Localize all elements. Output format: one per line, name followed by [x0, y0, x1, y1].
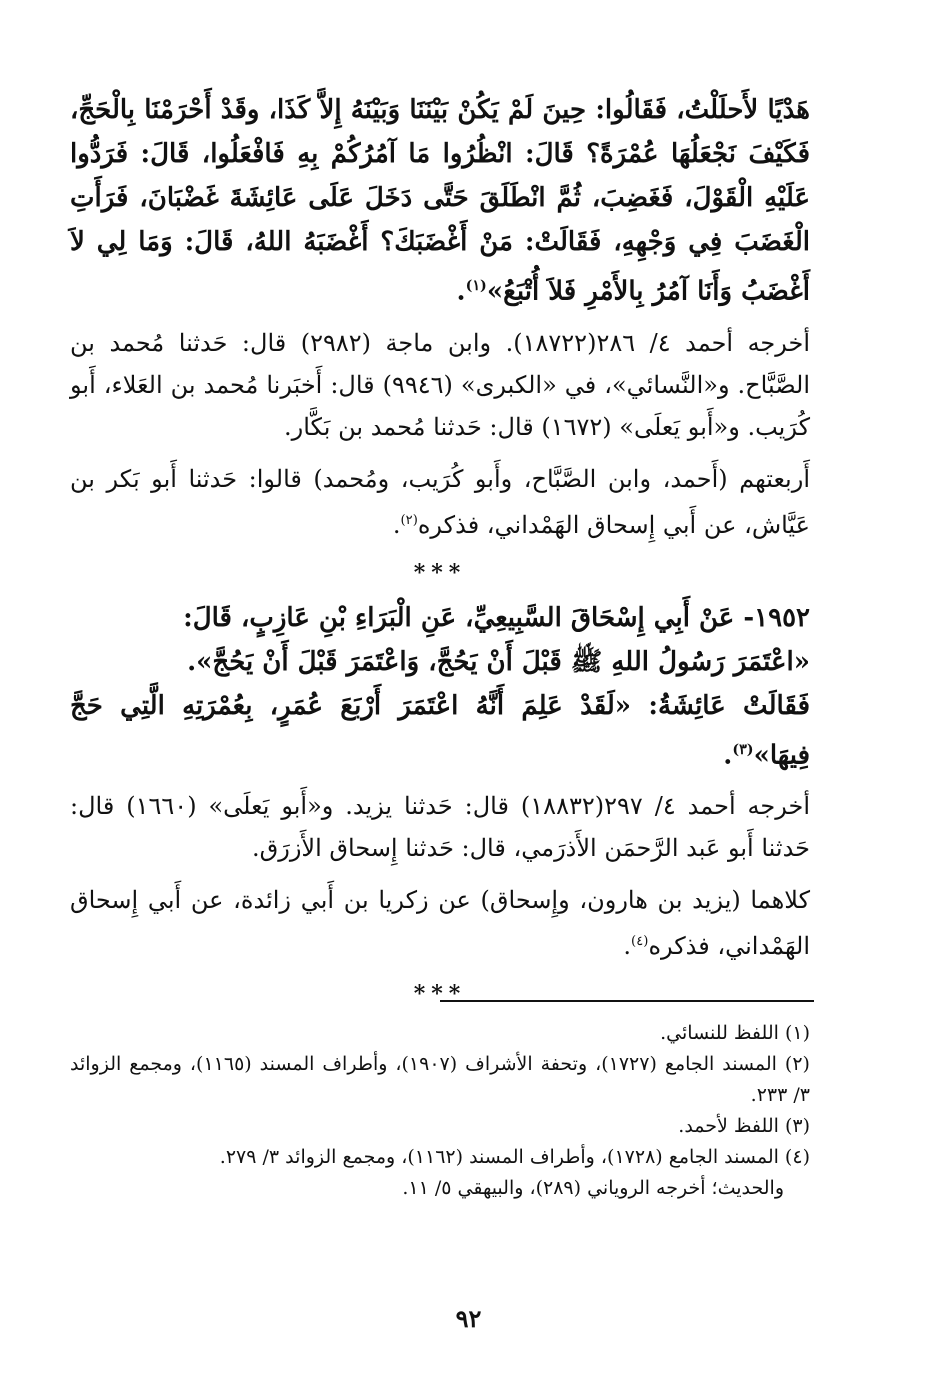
section-separator: ***	[413, 559, 467, 586]
hadith-text: هَدْيًا لأَحلَلْتُ، فَقَالُوا: حِينَ لَمْ يَكُنْ بَيْنَنَا وَبَيْنَهُ إِلاَّ كَذَا، وقَدْ أَحْرَمْنَا بِالْحَجِّ، فَكَيْفَ نَجْعَلُهَا عُمْرَةً؟ قَالَ: انْظُرُوا مَا آمُرُكُمْ بِهِ فَافْعَلُوا، قَالَ: فَرَدُّوا عَلَيْهِ الْقَوْلَ، فَغَضِبَ، ثُمَّ انْطَلَقَ حَتَّى دَخَلَ عَلَى عَائِشَةَ غَضْبَانَ، فَرَأَتِ الْغَضَبَ فِي وَجْهِهِ، فَقَالَتْ: مَنْ أَغْضَبَكَ؟ أَغْضَبَهُ اللهُ، قَالَ: وَمَا لِي لاَ أَغْضَبُ وَأَنَا آمُرُ بِالأَمْرِ فَلاَ أُتْبَعُ»	[70, 95, 810, 307]
hadith-1952	[70, 596, 810, 778]
takhrij-paragraph: كلاهما (يزيد بن هارون، وإِسحاق) عن زكريا بن أَبي زائدة، عن أَبي إِسحاق الهَمْداني، فذكره$^{(٤)}$.	[70, 886, 810, 961]
takhrij-paragraph: أخرجه أحمد ٤/ ٢٨٦(١٨٧٢٢). وابن ماجة (٢٩٨٢) قال: حَدثنا مُحمد بن الصَّبَّاح. و«النَّسائي»، في «الكبرى» (٩٩٤٦) قال: أَخبَرنا مُحمد بن العَلاء، أَبو كُرَيب. و«أَبو يَعلَى» (١٦٧٢) قال: حَدثنا مُحمد بن بَكَّار.	[70, 328, 811, 441]
footnote-marker[interactable]: (٣)	[732, 741, 754, 758]
hadith-isnad: ١٩٥٢- عَنْ أَبِي إِسْحَاقَ السَّبِيعِيِّ، عَنِ الْبَرَاءِ بْنِ عَازِبٍ، قَالَ:	[183, 602, 810, 633]
takhrij-text: كلاهما (يزيد بن هارون، وإِسحاق) عن زكريا بن أَبي زائدة، عن أَبي إِسحاق الهَمْداني، فذكره	[70, 886, 810, 961]
footnote-marker[interactable]: (١)	[465, 278, 487, 294]
footnotes	[70, 1018, 810, 1204]
takhrij-text: أَربعتهم (أَحمد، وابن الصَّبَّاح، وأَبو كُرَيب، ومُحمد) قالوا: حَدثنا أَبو بَكر بن عَيَّاش، عن أَبي إِسحاق الهَمْداني، فذكره	[70, 464, 810, 539]
footnote-marker[interactable]: (٢)	[400, 512, 418, 528]
hadith-matn: فَقَالَتْ عَائِشَةُ: «لَقَدْ عَلِمَ أَنَّهُ اعْتَمَرَ أَرْبَعَ عُمَرٍ، بِعُمْرَتِهِ الَّتِي حَجَّ فِيهَا»$^{(٣)}$.	[70, 690, 810, 771]
page-number: ٩٢	[455, 1304, 482, 1333]
footnote-1: (١) اللفظ للنسائي.	[660, 1022, 810, 1044]
footnote-4: (٤) المسند الجامع (١٧٢٨)، وأطراف المسند (١١٦٢)، ومجمع الزوائد ٣/ ٢٧٩.	[219, 1146, 810, 1168]
footnote-3: (٣) اللفظ لأحمد.	[678, 1115, 810, 1137]
footnote-divider	[440, 1000, 814, 1002]
footnote-marker[interactable]: (٤)	[631, 934, 649, 950]
section-separator: ***	[413, 981, 467, 1008]
footnote-4-continued: والحديث؛ أخرجه الروياني (٢٨٩)، والبيهقي ٥/ ١١.	[402, 1177, 784, 1199]
takhrij-paragraph: أخرجه أحمد ٤/ ٢٩٧(١٨٨٣٢) قال: حَدثنا يزيد. و«أَبو يَعلَى» (١٦٦٠) قال: حَدثنا أَبو عَبد الرَّحمَن الأَذرَمي، قال: حَدثنا إِسحاق الأَزرَق.	[70, 792, 811, 863]
hadith-text: فَقَالَتْ عَائِشَةُ: «لَقَدْ عَلِمَ أَنَّهُ اعْتَمَرَ أَرْبَعَ عُمَرٍ، بِعُمْرَتِهِ الَّتِي حَجَّ فِيهَا»	[70, 690, 810, 771]
hadith-continuation: هَدْيًا لأَحلَلْتُ، فَقَالُوا: حِينَ لَمْ يَكُنْ بَيْنَنَا وَبَيْنَهُ إِلاَّ كَذَا، وقَدْ أَحْرَمْنَا بِالْحَجِّ، فَكَيْفَ نَجْعَلُهَا عُمْرَةً؟ قَالَ: انْظُرُوا مَا آمُرُكُمْ بِهِ فَافْعَلُوا، قَالَ: فَرَدُّوا عَلَيْهِ الْقَوْلَ، فَغَضِبَ، ثُمَّ انْطَلَقَ حَتَّى دَخَلَ عَلَى عَائِشَةَ غَضْبَانَ، فَرَأَتِ الْغَضَبَ فِي وَجْهِهِ، فَقَالَتْ: مَنْ أَغْضَبَكَ؟ أَغْضَبَهُ اللهُ، قَالَ: وَمَا لِي لاَ أَغْضَبُ وَأَنَا آمُرُ بِالأَمْرِ فَلاَ أُتْبَعُ»$^{(١)}$.	[70, 95, 810, 307]
hadith-matn: «اعْتَمَرَ رَسُولُ اللهِ ﷺ قَبْلَ أَنْ يَحُجَّ، وَاعْتَمَرَ قَبْلَ أَنْ يَحُجَّ».	[187, 646, 810, 677]
footnote-2: (٢) المسند الجامع (١٧٢٧)، وتحفة الأشراف (١٩٠٧)، وأطراف المسند (١١٦٥)، ومجمع الزوائد ٣/ ٢٣٣.	[70, 1053, 810, 1106]
takhrij-paragraph: أَربعتهم (أَحمد، وابن الصَّبَّاح، وأَبو كُرَيب، ومُحمد) قالوا: حَدثنا أَبو بَكر بن عَيَّاش، عن أَبي إِسحاق الهَمْداني، فذكره$^{(٢)}$.	[70, 464, 810, 539]
